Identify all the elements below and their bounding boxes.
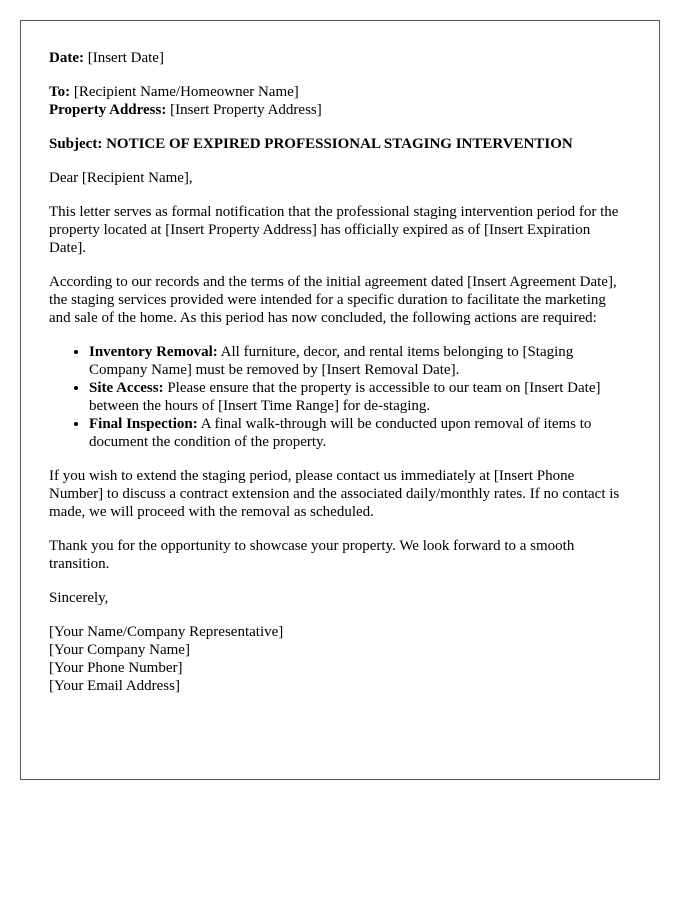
recipient-block xyxy=(49,83,631,119)
bullet-label: Site Access: xyxy=(89,380,164,396)
list-item xyxy=(89,415,631,451)
bullet-text: All furniture, decor, and rental items belonging to [Staging Company Name] must be removed by [Insert Removal Date]. xyxy=(89,344,574,378)
subject-value: NOTICE OF EXPIRED PROFESSIONAL STAGING INTERVENTION xyxy=(102,136,573,152)
to-line xyxy=(49,83,631,101)
letter-page xyxy=(20,20,660,780)
signature-phone: [Your Phone Number] xyxy=(49,660,183,676)
paragraph-thanks: Thank you for the opportunity to showcase your property. We look forward to a smooth transition. xyxy=(49,538,575,572)
bullet-text: Please ensure that the property is accessible to our team on [Insert Date] between the hours of [Insert Time Range] for de-staging. xyxy=(89,380,601,414)
signature-email: [Your Email Address] xyxy=(49,678,180,694)
date-label: Date: xyxy=(49,50,84,66)
required-actions-list xyxy=(49,343,631,451)
closing: Sincerely, xyxy=(49,590,109,606)
paragraph-notification: This letter serves as formal notification that the professional staging intervention period for the property located at [Insert Property Address] has officially expired as of [Insert Expiration Date]. xyxy=(49,204,619,256)
to-label: To: xyxy=(49,84,71,100)
list-item xyxy=(89,379,631,415)
property-line xyxy=(49,101,631,119)
bullet-label: Inventory Removal: xyxy=(89,344,218,360)
date-value: [Insert Date] xyxy=(83,50,164,66)
signature-name: [Your Name/Company Representative] xyxy=(49,624,284,640)
salutation: Dear [Recipient Name], xyxy=(49,170,193,186)
date-line xyxy=(49,49,631,67)
bullet-text: A final walk-through will be conducted upon removal of items to document the condition of the property. xyxy=(89,416,592,450)
paragraph-agreement: According to our records and the terms of the initial agreement dated [Insert Agreement Date], the staging services provided were intended for a specific duration to facilitate the marketing and sale of the home. As this period has now concluded, the following actions are required: xyxy=(49,274,617,326)
to-value: [Recipient Name/Homeowner Name] xyxy=(70,84,299,100)
list-item xyxy=(89,343,631,379)
subject-line xyxy=(49,135,631,153)
property-value: [Insert Property Address] xyxy=(166,102,322,118)
subject-label: Subject: xyxy=(49,136,103,152)
paragraph-extension: If you wish to extend the staging period, please contact us immediately at [Insert Phone Number] to discuss a contract extension and the associated daily/monthly rates. If no contact is made, we will proceed with the removal as scheduled. xyxy=(49,468,620,520)
signature-company: [Your Company Name] xyxy=(49,642,190,658)
bullet-label: Final Inspection: xyxy=(89,416,198,432)
property-label: Property Address: xyxy=(49,102,167,118)
signature-block xyxy=(49,623,631,695)
